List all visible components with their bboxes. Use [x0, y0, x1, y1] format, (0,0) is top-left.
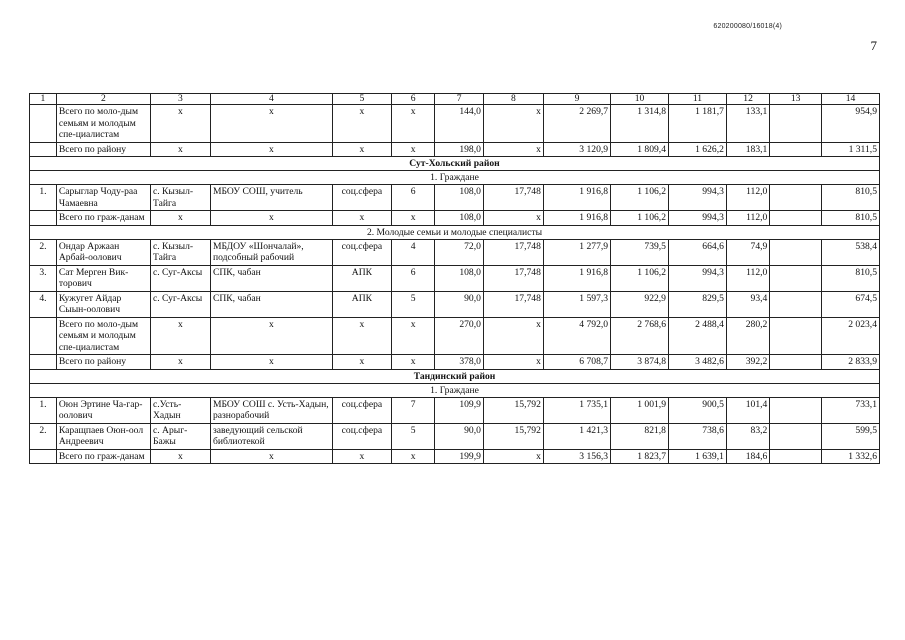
- table-cell: 199,9: [435, 449, 484, 464]
- table-cell: 1 735,1: [543, 397, 610, 423]
- table-cell: 15,792: [483, 397, 543, 423]
- table-cell: 1 639,1: [668, 449, 726, 464]
- table-cell: с. Суг-Аксы: [150, 291, 210, 317]
- district-heading: Тандинский район: [30, 369, 880, 383]
- table-cell: 112,0: [726, 265, 769, 291]
- table-cell: 7: [391, 397, 434, 423]
- table-cell: х: [483, 355, 543, 370]
- table-cell: [770, 142, 822, 157]
- category-heading-row: [30, 171, 880, 185]
- table-cell: х: [332, 317, 391, 355]
- table-cell: [30, 211, 57, 226]
- data-table: [29, 93, 880, 464]
- table-cell: 1 314,8: [611, 105, 669, 143]
- table-cell: х: [210, 449, 332, 464]
- column-number: 7: [435, 94, 484, 105]
- table-cell: 1 916,8: [543, 265, 610, 291]
- page-number: 7: [870, 38, 877, 53]
- table-cell: 133,1: [726, 105, 769, 143]
- table-cell: Всего по району: [56, 355, 150, 370]
- category-heading: 1. Граждане: [30, 383, 880, 397]
- table-cell: 93,4: [726, 291, 769, 317]
- table-cell: Всего по граж-данам: [56, 449, 150, 464]
- table-cell: х: [150, 105, 210, 143]
- table-cell: [30, 105, 57, 143]
- table-cell: 2.: [30, 423, 57, 449]
- table-row: [30, 239, 880, 265]
- table-cell: СПК, чабан: [210, 265, 332, 291]
- table-cell: 17,748: [483, 291, 543, 317]
- category-heading-row: [30, 383, 880, 397]
- table-cell: 6 708,7: [543, 355, 610, 370]
- table-row: [30, 105, 880, 143]
- table-cell: [770, 397, 822, 423]
- table-cell: с. Кызыл-Тайга: [150, 185, 210, 211]
- table-cell: АПК: [332, 291, 391, 317]
- table-cell: соц.сфера: [332, 239, 391, 265]
- table-cell: [770, 449, 822, 464]
- column-number: 14: [822, 94, 880, 105]
- table-cell: 1 277,9: [543, 239, 610, 265]
- table-cell: 90,0: [435, 291, 484, 317]
- column-number: 8: [483, 94, 543, 105]
- table-cell: соц.сфера: [332, 397, 391, 423]
- table-cell: 6: [391, 265, 434, 291]
- table-cell: 6: [391, 185, 434, 211]
- table-cell: 112,0: [726, 185, 769, 211]
- table-cell: х: [210, 142, 332, 157]
- table-cell: 810,5: [822, 185, 880, 211]
- table-cell: с. Суг-Аксы: [150, 265, 210, 291]
- table-cell: 144,0: [435, 105, 484, 143]
- table-cell: 83,2: [726, 423, 769, 449]
- column-number: 2: [56, 94, 150, 105]
- table-cell: 922,9: [611, 291, 669, 317]
- table-cell: Всего по району: [56, 142, 150, 157]
- table-cell: х: [210, 211, 332, 226]
- table-cell: [770, 185, 822, 211]
- table-cell: 109,9: [435, 397, 484, 423]
- table-cell: МБОУ СОШ с. Усть-Хадын, разнорабочий: [210, 397, 332, 423]
- table-row: [30, 142, 880, 157]
- table-cell: 17,748: [483, 265, 543, 291]
- table-cell: 954,9: [822, 105, 880, 143]
- table-header-row: [30, 94, 880, 105]
- table-cell: 270,0: [435, 317, 484, 355]
- table-cell: Всего по граж-данам: [56, 211, 150, 226]
- table-cell: 112,0: [726, 211, 769, 226]
- table-cell: 821,8: [611, 423, 669, 449]
- table-cell: соц.сфера: [332, 423, 391, 449]
- column-number: 12: [726, 94, 769, 105]
- table-cell: х: [332, 105, 391, 143]
- table-cell: 280,2: [726, 317, 769, 355]
- district-heading-row: [30, 157, 880, 171]
- table-cell: х: [483, 211, 543, 226]
- table-cell: 1 421,3: [543, 423, 610, 449]
- table-row: [30, 291, 880, 317]
- table-cell: 5: [391, 423, 434, 449]
- table-cell: [770, 105, 822, 143]
- column-number: 4: [210, 94, 332, 105]
- table-cell: 74,9: [726, 239, 769, 265]
- table-row: [30, 317, 880, 355]
- document-id: 620200080/16018(4): [713, 23, 782, 30]
- table-cell: 17,748: [483, 239, 543, 265]
- table-row: [30, 265, 880, 291]
- table-cell: 994,3: [668, 185, 726, 211]
- table-cell: х: [483, 142, 543, 157]
- table-cell: [30, 449, 57, 464]
- district-heading: Сут-Хольский район: [30, 157, 880, 171]
- column-number: 6: [391, 94, 434, 105]
- table-row: [30, 185, 880, 211]
- table-cell: 4: [391, 239, 434, 265]
- table-cell: 1.: [30, 397, 57, 423]
- category-heading: 2. Молодые семьи и молодые специалисты: [30, 225, 880, 239]
- table-cell: 72,0: [435, 239, 484, 265]
- table-cell: 4.: [30, 291, 57, 317]
- table-cell: 2 269,7: [543, 105, 610, 143]
- table-cell: х: [391, 449, 434, 464]
- table-row: [30, 397, 880, 423]
- table-cell: 599,5: [822, 423, 880, 449]
- table-cell: Оюн Эртине Ча-гар-оолович: [56, 397, 150, 423]
- table-cell: х: [332, 355, 391, 370]
- table-cell: х: [150, 211, 210, 226]
- table-cell: 2 488,4: [668, 317, 726, 355]
- table-cell: 392,2: [726, 355, 769, 370]
- table-cell: 108,0: [435, 185, 484, 211]
- table-cell: 183,1: [726, 142, 769, 157]
- table-cell: х: [210, 105, 332, 143]
- column-number: 11: [668, 94, 726, 105]
- table-cell: МБДОУ «Шончалай», подсобный рабочий: [210, 239, 332, 265]
- table-cell: 101,4: [726, 397, 769, 423]
- table-cell: х: [332, 211, 391, 226]
- table-cell: х: [210, 355, 332, 370]
- table-cell: 2 833,9: [822, 355, 880, 370]
- table-cell: 733,1: [822, 397, 880, 423]
- table-cell: с.Усть-Хадын: [150, 397, 210, 423]
- table-cell: Сарыглар Чоду-раа Чамаевна: [56, 185, 150, 211]
- table-cell: 1 106,2: [611, 185, 669, 211]
- table-cell: х: [391, 355, 434, 370]
- table-cell: 4 792,0: [543, 317, 610, 355]
- table-cell: х: [150, 142, 210, 157]
- table-cell: 810,5: [822, 211, 880, 226]
- district-heading-row: [30, 369, 880, 383]
- table-cell: 739,5: [611, 239, 669, 265]
- column-number: 9: [543, 94, 610, 105]
- table-cell: 2.: [30, 239, 57, 265]
- table-cell: Кужугет Айдар Сыын-оолович: [56, 291, 150, 317]
- category-heading-row: [30, 225, 880, 239]
- table-cell: х: [483, 449, 543, 464]
- table-cell: [770, 239, 822, 265]
- table-cell: [30, 317, 57, 355]
- table-cell: 1 106,2: [611, 265, 669, 291]
- table-cell: соц.сфера: [332, 185, 391, 211]
- table-row: [30, 423, 880, 449]
- table-cell: 5: [391, 291, 434, 317]
- column-number: 10: [611, 94, 669, 105]
- table-cell: 1 332,6: [822, 449, 880, 464]
- table-cell: 198,0: [435, 142, 484, 157]
- table-cell: 994,3: [668, 265, 726, 291]
- table-cell: [30, 355, 57, 370]
- table-cell: 90,0: [435, 423, 484, 449]
- table-cell: х: [391, 211, 434, 226]
- table-cell: 1 823,7: [611, 449, 669, 464]
- table-cell: 1.: [30, 185, 57, 211]
- table-cell: 738,6: [668, 423, 726, 449]
- table-cell: 674,5: [822, 291, 880, 317]
- table-cell: 1 916,8: [543, 211, 610, 226]
- table-cell: х: [483, 105, 543, 143]
- table-cell: Каращпаев Оюн-оол Андреевич: [56, 423, 150, 449]
- category-heading: 1. Граждане: [30, 171, 880, 185]
- table-cell: Сат Мерген Вик-торович: [56, 265, 150, 291]
- table-cell: 1 597,3: [543, 291, 610, 317]
- table-cell: 829,5: [668, 291, 726, 317]
- table-cell: 664,6: [668, 239, 726, 265]
- table-cell: [770, 423, 822, 449]
- table-cell: 2 768,6: [611, 317, 669, 355]
- table-cell: 1 809,4: [611, 142, 669, 157]
- table-cell: 378,0: [435, 355, 484, 370]
- table-cell: х: [210, 317, 332, 355]
- table-cell: Всего по моло-дым семьям и молодым спе-циалистам: [56, 317, 150, 355]
- table-cell: 3 156,3: [543, 449, 610, 464]
- table-cell: 1 626,2: [668, 142, 726, 157]
- table-cell: х: [391, 105, 434, 143]
- table-cell: с. Арыг-Бажы: [150, 423, 210, 449]
- table-cell: х: [150, 355, 210, 370]
- table-cell: СПК, чабан: [210, 291, 332, 317]
- table-row: [30, 355, 880, 370]
- table-cell: [770, 211, 822, 226]
- table-cell: х: [150, 317, 210, 355]
- table-cell: х: [391, 142, 434, 157]
- table-cell: Ондар Аржаан Арбай-оолович: [56, 239, 150, 265]
- table-cell: 538,4: [822, 239, 880, 265]
- column-number: 1: [30, 94, 57, 105]
- table-cell: [30, 142, 57, 157]
- table-cell: 2 023,4: [822, 317, 880, 355]
- table-cell: 1 311,5: [822, 142, 880, 157]
- table-cell: [770, 317, 822, 355]
- column-number: 5: [332, 94, 391, 105]
- column-number: 13: [770, 94, 822, 105]
- table-cell: 3 482,6: [668, 355, 726, 370]
- table-cell: [770, 265, 822, 291]
- table-cell: 108,0: [435, 265, 484, 291]
- table-cell: х: [332, 142, 391, 157]
- column-number: 3: [150, 94, 210, 105]
- table-cell: 3 120,9: [543, 142, 610, 157]
- table-cell: 184,6: [726, 449, 769, 464]
- table-cell: заведующий сельской библиотекой: [210, 423, 332, 449]
- table-cell: х: [150, 449, 210, 464]
- table-cell: 15,792: [483, 423, 543, 449]
- table-cell: 900,5: [668, 397, 726, 423]
- table-cell: 108,0: [435, 211, 484, 226]
- table-row: [30, 211, 880, 226]
- table-cell: МБОУ СОШ, учитель: [210, 185, 332, 211]
- table-cell: 17,748: [483, 185, 543, 211]
- table-row: [30, 449, 880, 464]
- table-cell: Всего по моло-дым семьям и молодым спе-циалистам: [56, 105, 150, 143]
- table-cell: 1 001,9: [611, 397, 669, 423]
- table-cell: 994,3: [668, 211, 726, 226]
- table-cell: 1 916,8: [543, 185, 610, 211]
- table-cell: х: [332, 449, 391, 464]
- table-cell: х: [483, 317, 543, 355]
- table-cell: [770, 355, 822, 370]
- table-cell: х: [391, 317, 434, 355]
- table-cell: [770, 291, 822, 317]
- table-cell: 1 181,7: [668, 105, 726, 143]
- table-cell: 3 874,8: [611, 355, 669, 370]
- table-cell: 3.: [30, 265, 57, 291]
- table-cell: 1 106,2: [611, 211, 669, 226]
- table-cell: 810,5: [822, 265, 880, 291]
- table-cell: АПК: [332, 265, 391, 291]
- table-cell: с. Кызыл-Тайга: [150, 239, 210, 265]
